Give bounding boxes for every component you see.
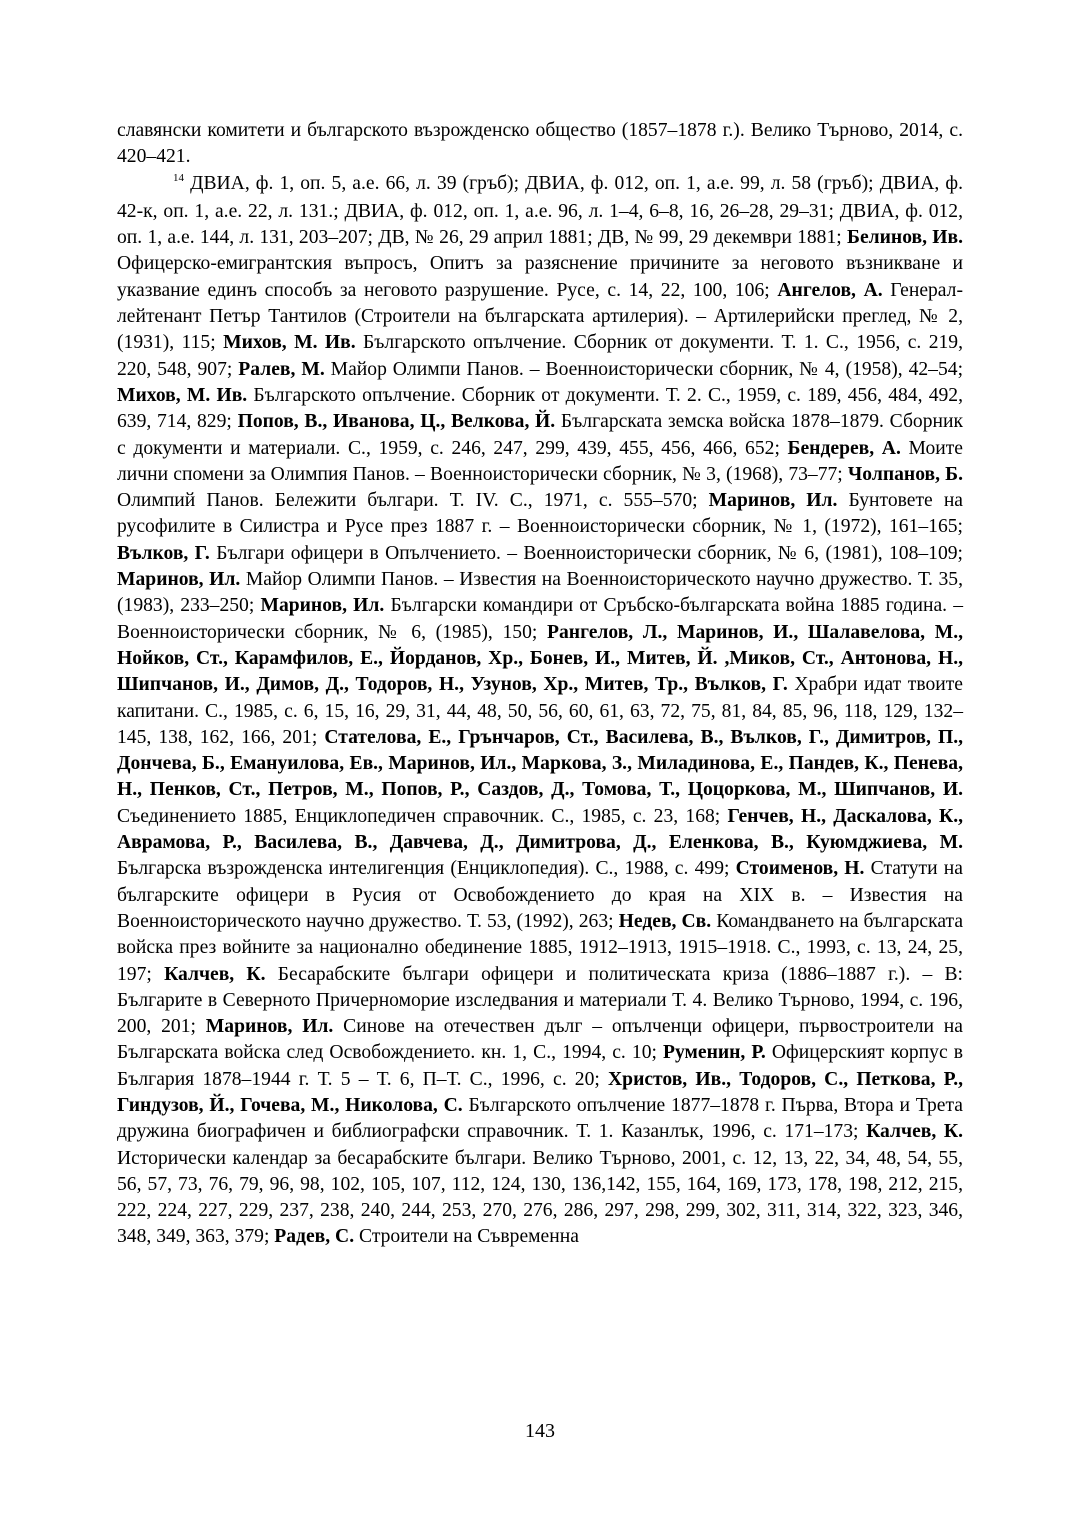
author-name: Маринов, Ил. (205, 1016, 334, 1038)
citation-text: Българи офицери в Опълчението. – Военноисторически сборник, № 6, (1981), 108–109; (209, 542, 963, 564)
citation-text: Българското опълчение. Сборник от документи. Т. 2. С., 1959, с. 189, 456, 484, 492, 639, 714, 829; (117, 384, 964, 433)
citation-text: Командването на българската войска през войните за национално обединение 1885, 1912–1913, 1915–1918. С., 1993, с. 13, 24, 25, 197; (117, 910, 964, 985)
footnote-continuation: славянски комитети и българското възрожденско общество (1857–1878 г.). Велико Търново, 2014, с. 420–421. (117, 120, 963, 168)
author-name: Генчев, Н., Даскалова, К., Аврамова, Р., Василева, В., Давчева, Д., Димитрова, Д., Еленкова, В., Куюмджиева, М. (117, 805, 964, 854)
author-name: Михов, М. Ив. (117, 384, 248, 406)
author-name: Попов, В., Иванова, Ц., Велкова, Й. (237, 411, 556, 433)
author-name: Вълков, Г. (117, 542, 210, 564)
citation-text: Синове на отечествен дълг – опълченци офицери, първостроители на Българската войска след Освобождението. кн. 1, С., 1994, с. 10; (117, 1016, 963, 1064)
author-name: Стоименов, Н. (735, 858, 865, 880)
author-name: Михов, М. Ив. (223, 332, 356, 354)
citation-text: Съединението 1885, Енциклопедичен справочник. С., 1985, с. 23, 168; (117, 805, 728, 827)
citation-text: ДВИА, ф. 1, оп. 5, а.е. 66, л. 39 (гръб); ДВИА, ф. 012, оп. 1, а.е. 99, л. 58 (гръб); ДВИА, ф. 42-к, оп. 1, а.е. 22, л. 131.; ДВИА, ф. 012, оп. 1, а.е. 96, л. 1–4, 6–8, 16, 26–28, 29–31; ДВИА, ф. 012, оп. 1, а.е. 144, л. 131, 203–207; ДВ, № 26, 29 април 1881; ДВ, № 99, 29 декември 1881; (117, 172, 964, 249)
author-name: Радев, С. (274, 1226, 355, 1248)
page-number: 143 (525, 1420, 555, 1442)
author-name: Маринов, Ил. (260, 595, 385, 617)
citation-text: Статути на българските офицери в Русия от Освобождението до края на XIX в. – Известия на Военноисторическото научно дружество. Т. 53, (1992), 263; (117, 858, 963, 932)
citation-text: Строители на Съвременна (354, 1226, 579, 1248)
citation-text: Олимпий Панов. Бележити българи. Т. IV. С., 1971, с. 555–570; (117, 490, 709, 512)
citation-text: Моите лични спомени за Олимпия Панов. – Военноисторически сборник, № 3, (1968), 73–77; (117, 437, 963, 485)
citation-text: Българската земска войска 1878–1879. Сборник с документи и материали. С., 1959, с. 246, 247, 299, 439, 455, 456, 466, 652; (117, 411, 963, 459)
footnotes-block (117, 118, 963, 1251)
author-name: Бендерев, А. (787, 437, 901, 459)
citation-text: Българска възрожденска интелигенция (Енциклопедия). С., 1988, с. 499; (117, 858, 736, 880)
citation-text: Майор Олимпи Панов. – Известия на Военноисторическото научно дружество. Т. 35, (1983), 233–250; (117, 569, 964, 617)
author-name: Калчев, К. (164, 963, 266, 985)
author-name: Маринов, Ил. (117, 569, 241, 591)
author-name: Ралев, М. (238, 358, 325, 380)
citation-text: Генерал-лейтенант Петър Тантилов (Строители на българската артилерия). – Артилерийски преглед, № 2, (1931), 115; (117, 279, 963, 354)
citation-text: Исторически календар за бесарабските българи. Велико Търново, 2001, с. 12, 13, 22, 34, 48, 54, 55, 56, 57, 73, 76, 79, 96, 98, 102, 105, 107, 112, 124, 130, 136,142, 155, 164, 169, 173, 178, 198, 212, 215, 222, 224, 227, 229, 237, 238, 240, 244, 253, 270, 276, 286, 297, 298, 299, 302, 311, 314, 322, 323, 346, 348, 349, 363, 379; (117, 1147, 963, 1248)
footnote-marker: 14 (173, 171, 184, 184)
author-name: Недев, Св. (618, 910, 712, 932)
author-name: Рангелов, Л., Маринов, И., Шалавелова, М., Нойков, Ст., Карамфилов, Е., Йорданов, Хр., Бонев, И., Митев, Й. ,Миков, Ст., Антонова, Н., Шипчанов, И., Димов, Д., Тодоров, Н., Узунов, Хр., Митев, Тр., Вълков, Г. (117, 621, 964, 696)
citation-text: Офицерският корпус в България 1878–1944 г. Т. 5 – Т. 6, П–Т. С., 1996, с. 20; (117, 1042, 963, 1090)
citation-text: Българското опълчение. Сборник от документи. Т. 1. С., 1956, с. 219, 220, 548, 907; (117, 332, 964, 380)
citation-text: Офицерско-емигрантския въпросъ, Опитъ за разяснение причините за неговото възникване и указвание единъ способъ за неговото разрушение. Русе, с. 14, 22, 100, 106; (117, 253, 963, 301)
author-name: Белинов, Ив. (846, 227, 963, 249)
citation-text: Бесарабските българи офицери и политическата криза (1886–1887 г.). – В: Българите в Северното Причерноморие изследвания и материали Т. 4. Велико Търново, 1994, с. 196, 200, 201; (117, 963, 963, 1038)
author-name: Чолпанов, Б. (847, 463, 964, 485)
citation-text: Майор Олимпи Панов. – Военноисторически сборник, № 4, (1958), 42–54; (324, 358, 964, 380)
author-name: Маринов, Ил. (708, 490, 838, 512)
author-name: Стателова, Е., Грънчаров, Ст., Василева, В., Вълков, Г., Димитров, П., Дончева, Б., Емануилова, Ев., Маринов, Ил., Маркова, З., Миладинова, Е., Пандев, К., Пенева, Н., Пенков, Ст., Петров, М., Попов, Р., Саздов, Д., Томова, Т., Цоцоркова, М., Шипчанов, И. (117, 726, 963, 801)
citation-text: Българското опълчение 1877–1878 г. Първа, Втора и Трета дружина биографичен и библиографски справочник. Т. 1. Казанлък, 1996, с. 171–173; (117, 1094, 963, 1143)
citation-text: Български командири от Сръбско-българската война 1885 година. – Военноисторически сборник, № 6, (1985), 150; (117, 595, 963, 643)
author-name: Калчев, К. (866, 1121, 963, 1143)
author-name: Ангелов, А. (777, 279, 883, 301)
author-name: Руменин, Р. (663, 1042, 766, 1064)
author-name: Христов, Ив., Тодоров, С., Петкова, Р., Гиндузов, Й., Гочева, М., Николова, С. (117, 1068, 963, 1116)
citation-text: Храбри идат твоите капитани. С., 1985, с. 6, 15, 16, 29, 31, 44, 48, 50, 56, 60, 61, 63, 72, 75, 81, 84, 85, 96, 118, 129, 132–145, 138, 162, 166, 201; (117, 674, 963, 748)
citation-text: Бунтовете на русофилите в Силистра и Русе през 1887 г. – Военноисторически сборник, № 1, (1972), 161–165; (117, 490, 963, 538)
footnote-body (117, 173, 963, 1248)
footnote-14 (117, 171, 963, 1251)
